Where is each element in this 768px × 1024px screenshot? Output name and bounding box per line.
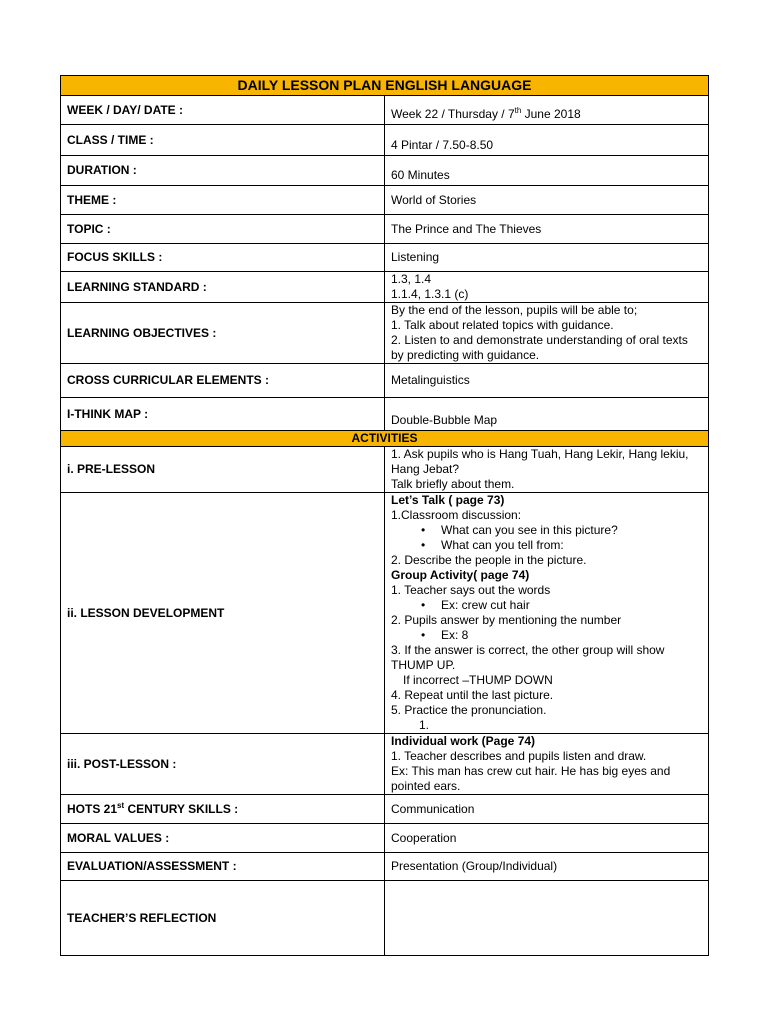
learning-objectives-label: LEARNING OBJECTIVES : <box>61 303 385 364</box>
post-lesson-label: iii. POST-LESSON : <box>61 734 385 795</box>
activities-header: ACTIVITIES <box>61 431 709 447</box>
week-value: Week 22 / Thursday / 7th June 2018 <box>385 96 709 125</box>
class-label: CLASS / TIME : <box>61 125 385 156</box>
cross-curricular-value: Metalinguistics <box>385 364 709 398</box>
learning-standard-value: 1.3, 1.4 1.1.4, 1.3.1 (c) <box>385 272 709 303</box>
moral-values-label: MORAL VALUES : <box>61 824 385 853</box>
lesson-development-label: ii. LESSON DEVELOPMENT <box>61 493 385 734</box>
class-value: 4 Pintar / 7.50-8.50 <box>385 125 709 156</box>
topic-value: The Prince and The Thieves <box>385 215 709 244</box>
lesson-plan-table <box>60 75 709 956</box>
ithink-map-label: I-THINK MAP : <box>61 398 385 431</box>
duration-value: 60 Minutes <box>385 156 709 186</box>
pre-lesson-label: i. PRE-LESSON <box>61 447 385 493</box>
theme-label: THEME : <box>61 186 385 215</box>
ithink-map-value: Double-Bubble Map <box>385 398 709 431</box>
topic-label: TOPIC : <box>61 215 385 244</box>
post-lesson-value: Individual work (Page 74) 1. Teacher describes and pupils listen and draw. Ex: This man has crew cut hair. He has big eyes and pointed ears. <box>385 734 709 795</box>
learning-objectives-value: By the end of the lesson, pupils will be able to; 1. Talk about related topics with guidance. 2. Listen to and demonstrate understanding of oral texts by predicting with guidance. <box>385 303 709 364</box>
focus-skills-value: Listening <box>385 244 709 272</box>
hots-value: Communication <box>385 795 709 824</box>
teacher-reflection-value <box>385 881 709 956</box>
evaluation-label: EVALUATION/ASSESSMENT : <box>61 853 385 881</box>
hots-label: HOTS 21st CENTURY SKILLS : <box>61 795 385 824</box>
focus-skills-label: FOCUS SKILLS : <box>61 244 385 272</box>
theme-value: World of Stories <box>385 186 709 215</box>
cross-curricular-label: CROSS CURRICULAR ELEMENTS : <box>61 364 385 398</box>
pre-lesson-value: 1. Ask pupils who is Hang Tuah, Hang Lekir, Hang lekiu, Hang Jebat? Talk briefly about them. <box>385 447 709 493</box>
teacher-reflection-label: TEACHER’S REFLECTION <box>61 881 385 956</box>
week-label: WEEK / DAY/ DATE : <box>61 96 385 125</box>
evaluation-value: Presentation (Group/Individual) <box>385 853 709 881</box>
learning-standard-label: LEARNING STANDARD : <box>61 272 385 303</box>
moral-values-value: Cooperation <box>385 824 709 853</box>
plan-title: DAILY LESSON PLAN ENGLISH LANGUAGE <box>61 76 709 96</box>
lesson-development-value: Let’s Talk ( page 73) 1.Classroom discussion: • What can you see in this picture? • What can you tell from: 2. Describe the people in the picture. Group Activity( page 74) 1. Teacher says out the words • Ex: crew cut hair 2. Pupils answer by mentioning the number • Ex: 8 3. If the answer is correct, the other group will show THUMP UP. If incorrect –THUMP DOWN 4. Repeat until the last picture. 5. Practice the pronunciation. 1. <box>385 493 709 734</box>
duration-label: DURATION : <box>61 156 385 186</box>
